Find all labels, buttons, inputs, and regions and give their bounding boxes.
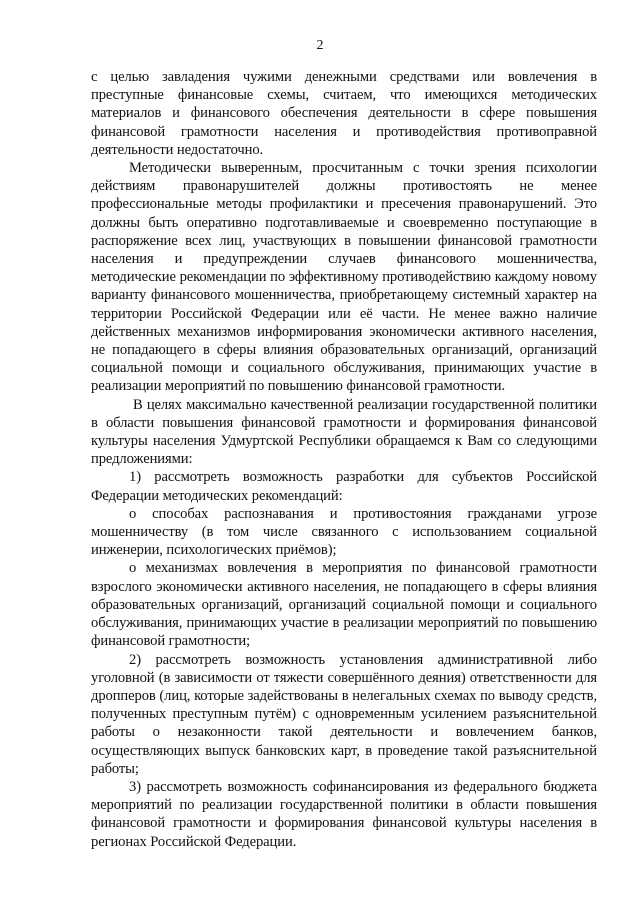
proposal-item-3: 3) рассмотреть возможность софинансирования из федерального бюджета мероприятий по реализации государственной политики в области повышения финансовой грамотности и формирования финансовой культуры населения в регионах Российской Федерации.: [91, 778, 597, 850]
proposal-subitem-engagement: о механизмах вовлечения в мероприятия по финансовой грамотности взрослого экономически активного населения, не попадающего в сферы влияния образовательных организаций, организаций социальной помощи и социального обслуживания, принимающих участие в реализации мероприятий по повышению финансовой грамотности;: [91, 560, 597, 650]
proposal-subitem-fraud-recognition: о способах распознавания и противостояния гражданами угрозе мошенничеству (в том числе связанного с использованием социальной инженерии, психологических приёмов);: [91, 505, 597, 559]
paragraph-methodology: Методически выверенным, просчитанным с точки зрения психологии действиям правонарушителей должны противостоять не менее профессиональные методы профилактики и пресечения правонарушений. Это должны быть оперативно подготавливаемые и своевременно поступающие в распоряжение всех лиц, участвующих в повышении финансовой грамотности населения и предупреждении случаев финансового мошенничества, методические рекомендации по эффективному противодействию каждому новому варианту финансового мошенничества, приобретающему системный характер на территории Российской Федерации или её части. Не менее важно наличие действенных механизмов информирования экономически активного населения, не попадающего в сферы влияния образовательных организаций, организаций социальной помощи и социального обслуживания, принимающих участие в реализации мероприятий по повышению финансовой грамотности.: [91, 160, 597, 395]
proposal-item-1: 1) рассмотреть возможность разработки для субъектов Российской Федерации методических рекомендаций:: [91, 469, 597, 504]
paragraph-continuation: с целью завладения чужими денежными средствами или вовлечения в преступные финансовые схемы, считаем, что имеющихся методических материалов и финансового обеспечения деятельности в сфере повышения финансовой грамотности населения и противодействия противоправной деятельности недостаточно.: [91, 69, 597, 158]
proposal-item-2: 2) рассмотреть возможность установления административной либо уголовной (в зависимости от тяжести совершённого деяния) ответственности для дропперов (лиц, которые задействованы в нелегальных схемах по выводу средств, полученных преступным путём) с одновременным усилением разъяснительной работы о незаконности такой деятельности и вовлечением банков, осуществляющих выпуск банковских карт, в проведение такой разъяснительной работы;: [91, 651, 597, 777]
paragraph-appeal: В целях максимально качественной реализации государственной политики в области повышения финансовой грамотности и формирования финансовой культуры населения Удмуртской Республики обращаемся к Вам со следующими предложениями:: [91, 396, 597, 468]
page-number: 2: [316, 38, 324, 53]
document-body: [91, 68, 597, 851]
